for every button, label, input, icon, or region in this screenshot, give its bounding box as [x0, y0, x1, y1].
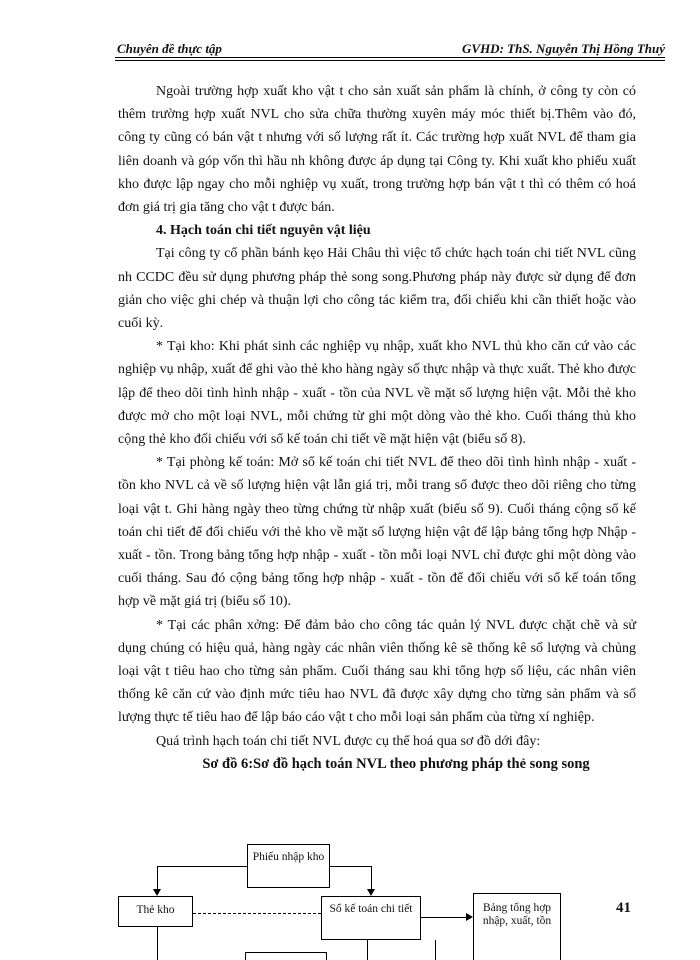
- arrow-down-icon: [367, 889, 375, 896]
- connector-line: [435, 940, 436, 960]
- box-bang-tong-hop: Bảng tổng hợp nhập, xuất, tồn: [473, 893, 561, 960]
- diagram-intro: Quá trình hạch toán chi tiết NVL được cụ thể hoá qua sơ đồ dới đây:: [156, 733, 541, 749]
- box-phieu-nhap-kho: Phiếu nhập kho: [247, 844, 330, 888]
- section-heading: 4. Hạch toán chi tiết nguyên vật liệu: [156, 223, 371, 239]
- header-left-title: Chuyên đề thực tập: [117, 41, 222, 56]
- connector-line: [245, 952, 327, 953]
- header-rule-double: [115, 60, 665, 61]
- connector-dashed-line: [193, 913, 321, 914]
- connector-line: [157, 866, 158, 889]
- connector-line: [421, 917, 466, 918]
- connector-line: [157, 927, 158, 960]
- paragraph-warehouse: * Tại kho: Khi phát sinh các nghiệp vụ nhập, xuất kho NVL thủ kho căn cứ vào các nghiệp vụ nhập, xuất để ghi vào thẻ kho hàng ngày số thực nhập và thực xuất. Thẻ kho được lập để theo dõi tình hình nhập - xuất - tồn của NVL về mặt số lượng hiện vật. Mỗi thẻ kho được mở cho một loại NVL, mỗi chứng từ ghi một dòng vào thẻ kho. Cuối tháng thủ kho cộng thẻ kho đối chiếu với sổ kế toán chi tiết về mặt hiện vật (biểu số 8).: [118, 339, 636, 448]
- connector-line: [371, 866, 372, 889]
- connector-line: [326, 952, 327, 960]
- connector-line: [245, 952, 246, 960]
- box-so-ke-toan-chi-tiet: Sổ kế toán chi tiết: [321, 896, 421, 940]
- page-number: 41: [616, 900, 631, 916]
- arrow-right-icon: [466, 913, 473, 921]
- connector-line: [157, 866, 247, 867]
- connector-line: [367, 940, 368, 960]
- paragraph-intro: Ngoài trường hợp xuất kho vật t cho sản xuất sản phẩm là chính, ở công ty còn có thêm trường hợp xuất NVL cho sửa chữa thường xuyên máy móc thiết bị.Thêm vào đó, công ty cũng có bán vật t nhưng với số lượng rất ít. Các trường hợp xuất NVL để tham gia liên doanh và góp vốn thì hầu nh không được áp dụng tại Công ty. Khi xuất kho phiếu xuất kho được lập ngay cho mỗi nghiệp vụ xuất, trong trường hợp bán vật t thì có thêm có hoá đơn giá trị gia tăng cho vật t được bán.: [118, 84, 636, 216]
- connector-line: [330, 866, 372, 867]
- paragraph-accounting: * Tại phòng kế toán: Mở sổ kế toán chi tiết NVL để theo dõi tình hình nhập - xuất - tồn kho NVL cả về số lượng hiện vật lẫn giá trị, mỗi trang sổ được theo dõi riêng cho từng loại vật t. Ghi hàng ngày theo từng chứng từ nhập xuất (biểu số 9). Cuối tháng cộng sổ kế toán chi tiết để đối chiếu với thẻ kho về mặt số lượng hiện vật để lập bảng tổng hợp Nhập - xuất - tồn. Trong bảng tổng hợp nhập - xuất - tồn mỗi loại NVL chỉ được ghi một dòng vào cuối tháng. Sau đó cộng bảng tổng hợp nhập - xuất - tồn để đối chiếu với sổ kế toán tổng hợp về mặt giá trị (biểu số 10).: [118, 455, 636, 610]
- header-supervisor: GVHD: ThS. Nguyễn Thị Hồng Thuý: [462, 41, 665, 56]
- box-the-kho: Thẻ kho: [118, 896, 193, 927]
- document-body: [118, 80, 636, 776]
- page-header: [115, 38, 665, 60]
- paragraph-workshop: * Tại các phân xởng: Để đảm bảo cho công tác quản lý NVL được chặt chẽ và sử dụng chúng có hiệu quả, hàng ngày các nhân viên thống kê sẽ thống kê số lượng và chủng loại vật t tiêu hao cho từng sản phẩm. Cuối tháng sau khi tổng hợp số liệu, các nhân viên thống kê căn cứ vào định mức tiêu hao NVL đã được xây dựng cho từng sản phẩm và số lượng thực tế tiêu hao để lập báo cáo vật t cho mỗi loại sản phẩm của từng xí nghiệp.: [118, 617, 636, 726]
- header-rule: [115, 57, 665, 58]
- diagram-title: Sơ đồ 6:Sơ đồ hạch toán NVL theo phương pháp thẻ song song: [202, 755, 590, 772]
- arrow-down-icon: [153, 889, 161, 896]
- paragraph-method: Tại công ty cổ phần bánh kẹo Hải Châu thì việc tổ chức hạch toán chi tiết NVL cũng nh CCDC đều sử dụng phương pháp thẻ song song.Phương pháp này được sử dụng để đơn giản cho việc ghi chép và thuận lợi cho công tác kiểm tra, đối chiếu khi cần thiết hoặc vào cuối kỳ.: [118, 246, 636, 332]
